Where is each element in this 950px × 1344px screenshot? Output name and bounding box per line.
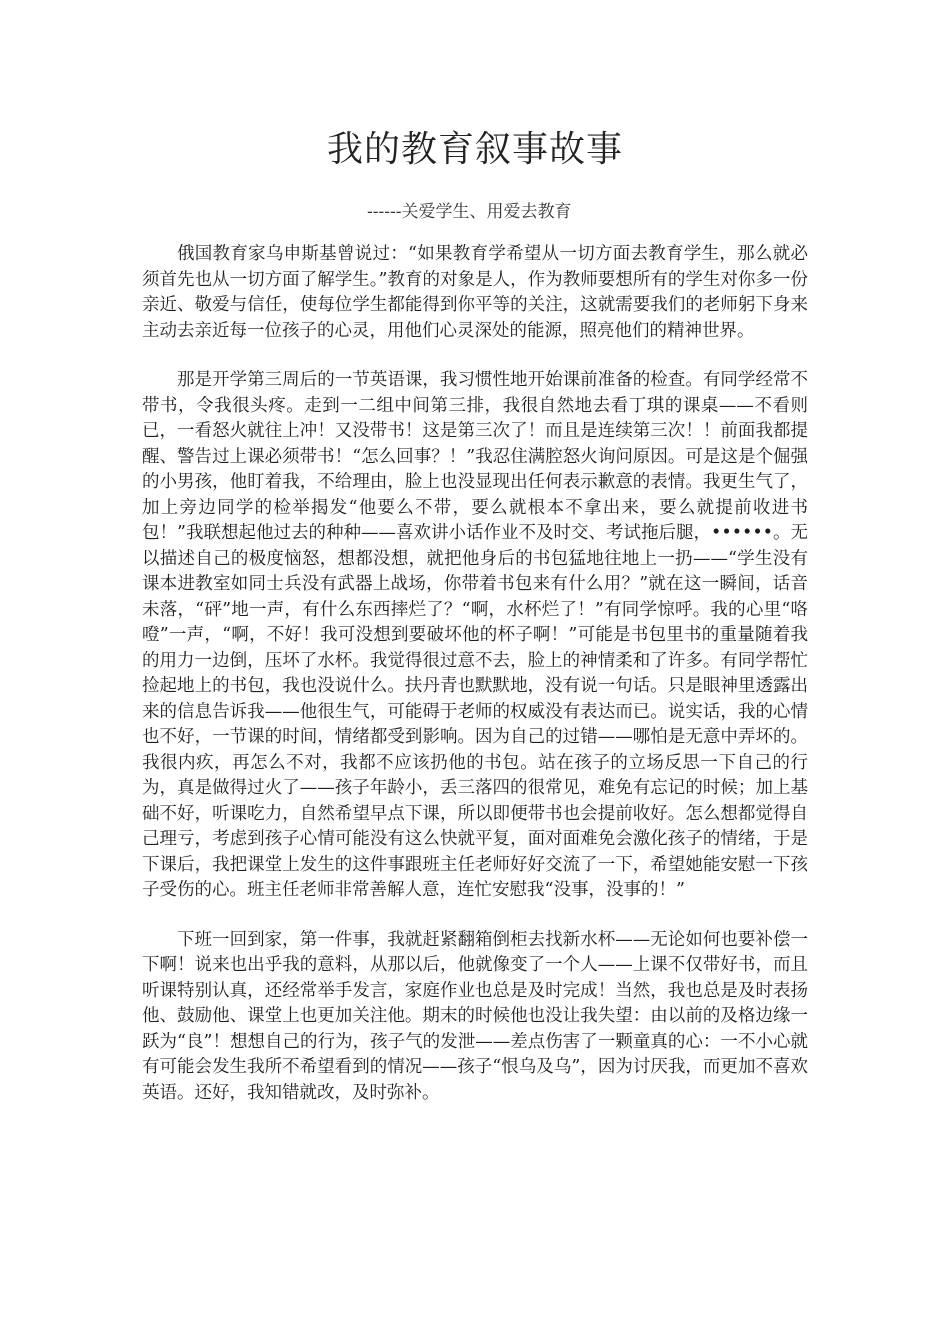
paragraph-story: 那是开学第三周后的一节英语课，我习惯性地开始课前准备的检查。有同学经常不带书，令我很头疼。走到一二组中间第三排，我很自然地去看丁琪的课桌——不看则已，一看怒火就往上冲！又没带书！这是第三次了！而且是连续第三次！！前面我都提醒、警告过上课必须带书！“怎么回事？！”我忍住满腔怒火询问原因。可是这是个倔强的小男孩，他盯着我，不给理由，脸上也没显现出任何表示歉意的表情。我更生气了，加上旁边同学的检举揭发“他要么不带，要么就根本不拿出来，要么就提前收进书包！”我联想起他过去的种种——喜欢讲小话作业不及时交、考试拖后腿，••••••。无以描述自己的极度恼怒，想都没想，就把他身后的书包猛地往地上一扔——“学生没有课本进教室如同士兵没有武器上战场，你带着书包来有什么用？”就在这一瞬间，话音未落，“砰”地一声，有什么东西摔烂了？“啊，水杯烂了！”有同学惊呼。我的心里“咯噔”一声，“啊，不好！我可没想到要破坏他的杯子啊！”可能是书包里书的重量随着我的用力一边倒，压坏了水杯。我觉得很过意不去，脸上的神情柔和了许多。有同学帮忙捡起地上的书包，我也没说什么。扶丹青也默默地，没有说一句话。只是眼神里透露出来的信息告诉我——他很生气，可能碍于老师的权威没有表达而已。说实话，我的心情也不好，一节课的时间，情绪都受到影响。因为自己的过错——哪怕是无意中弄坏的。我很内疚，再怎么不对，我都不应该扔他的书包。站在孩子的立场反思一下自己的行为，真是做得过火了——孩子年龄小，丢三落四的很常见，难免有忘记的时候；加上基础不好，听课吃力，自然希望早点下课，所以即便带书也会提前收好。怎么想都觉得自己理亏，考虑到孩子心情可能没有这么快就平复，面对面难免会激化孩子的情绪，于是下课后，我把课堂上发生的这件事跟班主任老师好好交流了一下，希望她能安慰一下孩子受伤的心。班主任老师非常善解人意，连忙安慰我“没事，没事的！” [142,370,808,900]
document-title: 我的教育叙事故事 [326,129,623,170]
document-subtitle: ------关爱学生、用爱去教育 [367,202,572,222]
paragraph-intro: 俄国教育家乌申斯基曾说过：“如果教育学希望从一切方面去教育学生，那么就必须首先也从一切方面了解学生。”教育的对象是人，作为教师要想所有的学生对你多一份亲近、敬爱与信任，使每位学生都能得到你平等的关注，这就需要我们的老师躬下身来主动去亲近每一位孩子的心灵，用他们心灵深处的能源，照亮他们的精神世界。 [142,244,808,341]
paragraph-reflection: 下班一回到家，第一件事，我就赶紧翻箱倒柜去找新水杯——无论如何也要补偿一下啊！说来也出乎我的意料，从那以后，他就像变了一个人——上课不仅带好书，而且听课特别认真，还经常举手发言，家庭作业也总是及时完成！当然，我也总是及时表扬他、鼓励他、课堂上也更加关注他。期末的时候他也没让我失望：由以前的及格边缘一跃为“良”！想想自己的行为，孩子气的发泄——差点伤害了一颗童真的心：一不小心就有可能会发生我所不希望看到的情况——孩子“恨乌及乌”，因为讨厌我，而更加不喜欢英语。还好，我知错就改，及时弥补。 [142,929,808,1103]
document-body [142,242,808,1130]
